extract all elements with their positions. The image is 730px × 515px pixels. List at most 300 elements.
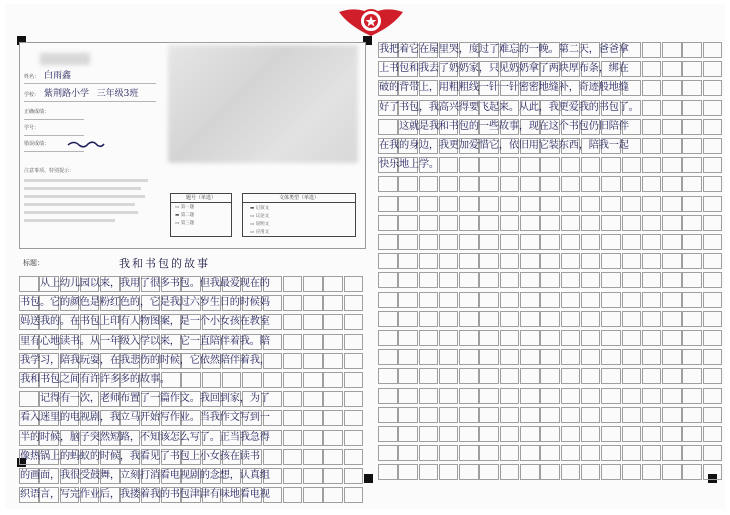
grid-cell — [378, 388, 398, 404]
grid-cell — [500, 388, 520, 404]
grid-cell — [601, 426, 621, 442]
grid-cell — [581, 234, 601, 250]
grid-cell — [581, 253, 601, 269]
grid-cell — [459, 253, 479, 269]
grid-cell — [662, 445, 682, 461]
grid-cell — [378, 215, 398, 231]
topic-option[interactable]: ▭ 第一题 — [175, 205, 195, 210]
grid-cell — [642, 234, 662, 250]
type-box-title: 文体类型（单选） — [243, 194, 355, 203]
grid-cell — [398, 292, 418, 308]
grid-row — [378, 234, 723, 252]
grid-cell — [703, 445, 723, 461]
grid-cell — [703, 426, 723, 442]
grid-row — [19, 353, 364, 371]
grid-cell — [398, 311, 418, 327]
grid-cell — [439, 292, 459, 308]
grid-cell — [378, 253, 398, 269]
grid-cell — [378, 272, 398, 288]
grid-cell — [662, 272, 682, 288]
grid-cell — [398, 349, 418, 365]
grid-cell — [682, 426, 702, 442]
grid-cell — [479, 234, 499, 250]
grid-row — [378, 42, 723, 60]
grid-cell — [398, 388, 418, 404]
grid-cell — [581, 176, 601, 192]
handwritten-line: 记得有一次，老师布置了一篇作文。我回到家，为了 — [20, 393, 270, 405]
grid-cell — [520, 311, 540, 327]
grid-cell — [682, 464, 702, 480]
grid-cell — [520, 253, 540, 269]
grid-cell — [419, 215, 439, 231]
grid-cell — [682, 407, 702, 423]
grid-cell — [459, 215, 479, 231]
grid-cell — [622, 292, 642, 308]
grid-cell — [622, 407, 642, 423]
title-label: 标题： — [23, 259, 44, 267]
grid-cell — [439, 349, 459, 365]
grid-row — [378, 100, 723, 118]
grid-cell — [479, 445, 499, 461]
handwritten-line: 我把着它在屋里哭，度过了难忘的一晚。第二天，爸爸拿 — [379, 44, 629, 55]
grid-cell — [439, 407, 459, 423]
grid-cell — [581, 445, 601, 461]
grid-cell — [581, 196, 601, 212]
name-row — [24, 69, 156, 84]
grid-row — [19, 391, 364, 409]
grid-cell — [500, 253, 520, 269]
grid-row — [378, 272, 723, 290]
handwritten-line: 这就是我和书包的一些故事，现在这个书包仍旧陪伴 — [379, 120, 629, 132]
grid-cell — [622, 349, 642, 365]
grid-cell — [520, 407, 540, 423]
grid-cell — [479, 253, 499, 269]
grid-cell — [439, 176, 459, 192]
grid-cell — [561, 330, 581, 346]
grid-cell — [540, 292, 560, 308]
handwritten-line: 我学习，陪我玩耍，在我悲伤的时候，它依然陪伴着我， — [20, 354, 270, 366]
grid-cell — [500, 196, 520, 212]
grid-cell — [662, 311, 682, 327]
grid-cell — [561, 215, 581, 231]
grid-cell — [662, 349, 682, 365]
grid-cell — [601, 272, 621, 288]
grid-cell — [561, 368, 581, 384]
grid-row — [378, 445, 723, 463]
grid-cell — [662, 234, 682, 250]
grid-cell — [642, 330, 662, 346]
grid-cell — [419, 445, 439, 461]
grid-cell — [398, 176, 418, 192]
number-label: 学号： — [24, 125, 40, 131]
grid-cell — [378, 426, 398, 442]
grid-cell — [581, 349, 601, 365]
grid-cell — [642, 464, 662, 480]
grid-cell — [500, 234, 520, 250]
grid-cell — [398, 196, 418, 212]
grid-cell — [398, 272, 418, 288]
grid-cell — [581, 426, 601, 442]
grid-cell — [601, 292, 621, 308]
type-option[interactable]: ▭ 议论文 — [250, 214, 270, 219]
grid-cell — [500, 349, 520, 365]
grid-cell — [459, 311, 479, 327]
grid-cell — [520, 445, 540, 461]
grid-cell — [459, 349, 479, 365]
grid-cell — [540, 176, 560, 192]
grid-cell — [520, 292, 540, 308]
grid-cell — [459, 330, 479, 346]
grid-cell — [622, 272, 642, 288]
scribble-mark — [66, 139, 106, 149]
grid-cell — [682, 330, 702, 346]
grid-cell — [642, 445, 662, 461]
grid-cell — [642, 253, 662, 269]
grid-cell — [378, 196, 398, 212]
grid-cell — [378, 407, 398, 423]
grid-cell — [703, 407, 723, 423]
grid-cell — [682, 292, 702, 308]
grid-cell — [419, 311, 439, 327]
grid-cell — [662, 368, 682, 384]
handwritten-line: 书包。它的颜色是粉红色的，它是我过六岁生日的时候妈 — [20, 297, 270, 309]
grid-row — [378, 253, 723, 271]
type-option[interactable]: ▭ 说明文 — [250, 222, 270, 227]
instructions-heading: 注意事项、特别提示： — [24, 168, 75, 174]
type-choice-box — [242, 193, 356, 237]
grid-cell — [601, 349, 621, 365]
grid-cell — [419, 176, 439, 192]
grid-cell — [520, 464, 540, 480]
score-label: 正确成绩： — [24, 109, 50, 115]
grid-cell — [459, 445, 479, 461]
essay-sheet — [5, 4, 725, 509]
grid-cell — [540, 253, 560, 269]
redacted-id — [40, 53, 90, 65]
grid-row — [378, 176, 723, 194]
grid-cell — [581, 407, 601, 423]
grid-cell — [601, 445, 621, 461]
grid-cell — [703, 234, 723, 250]
grid-cell — [419, 234, 439, 250]
grid-cell — [479, 464, 499, 480]
left-page — [19, 42, 364, 512]
grid-cell — [439, 215, 459, 231]
grid-cell — [520, 349, 540, 365]
grid-cell — [682, 368, 702, 384]
grid-cell — [703, 464, 723, 480]
grid-cell — [601, 464, 621, 480]
handwritten-line: 看入迷里的电视剧，我立马开始写作业。当我作文写到一 — [20, 412, 270, 424]
grid-cell — [520, 234, 540, 250]
grid-cell — [601, 388, 621, 404]
grid-cell — [459, 426, 479, 442]
grid-row — [378, 157, 723, 175]
grid-cell — [419, 407, 439, 423]
grid-cell — [398, 330, 418, 346]
grid-cell — [581, 464, 601, 480]
type-option[interactable]: ▬ 记叙文 — [250, 206, 270, 211]
school-label: 学校： — [24, 92, 40, 98]
grid-cell — [642, 426, 662, 442]
grid-cell — [622, 445, 642, 461]
grid-cell — [419, 292, 439, 308]
grid-cell — [622, 388, 642, 404]
grid-cell — [662, 176, 682, 192]
grid-cell — [561, 253, 581, 269]
grid-cell — [703, 388, 723, 404]
grid-row — [378, 388, 723, 406]
grid-row — [19, 430, 364, 448]
grid-row — [19, 410, 364, 428]
grid-cell — [703, 292, 723, 308]
grid-cell — [703, 176, 723, 192]
grid-row — [19, 276, 364, 294]
grid-cell — [561, 196, 581, 212]
grid-cell — [479, 196, 499, 212]
grid-row — [378, 61, 723, 79]
grid-cell — [378, 368, 398, 384]
grid-cell — [601, 196, 621, 212]
grid-cell — [540, 426, 560, 442]
grid-cell — [601, 330, 621, 346]
grid-cell — [703, 330, 723, 346]
grid-cell — [500, 464, 520, 480]
grid-row — [378, 407, 723, 425]
grid-row — [19, 334, 364, 352]
grid-cell — [622, 176, 642, 192]
grid-cell — [500, 407, 520, 423]
grid-cell — [459, 292, 479, 308]
grid-cell — [398, 215, 418, 231]
redacted-barcode-area — [168, 45, 358, 163]
handwritten-line: 织语言，写完作业后，我搂着我的书包津津有味地看电视 — [20, 489, 270, 501]
grid-cell — [703, 272, 723, 288]
grid-cell — [540, 234, 560, 250]
grid-cell — [459, 368, 479, 384]
grid-cell — [622, 196, 642, 212]
grid-cell — [642, 349, 662, 365]
type-option[interactable]: ▭ 应用文 — [250, 230, 270, 235]
grid-cell — [500, 445, 520, 461]
grid-cell — [479, 407, 499, 423]
grid-cell — [378, 234, 398, 250]
grid-cell — [682, 234, 702, 250]
name-label: 姓名： — [24, 74, 40, 80]
grid-cell — [439, 311, 459, 327]
school-emblem — [337, 4, 405, 38]
grid-cell — [561, 464, 581, 480]
grid-cell — [378, 311, 398, 327]
grid-row — [378, 330, 723, 348]
grid-row — [19, 295, 364, 313]
grid-cell — [479, 292, 499, 308]
grid-cell — [682, 311, 702, 327]
grid-cell — [459, 196, 479, 212]
grid-cell — [601, 311, 621, 327]
right-page — [378, 42, 723, 512]
instructions — [24, 167, 154, 243]
grid-cell — [682, 388, 702, 404]
grid-cell — [439, 253, 459, 269]
grid-cell — [581, 330, 601, 346]
grid-row — [378, 368, 723, 386]
grid-cell — [398, 253, 418, 269]
grid-row — [378, 119, 723, 137]
handwritten-line: 妈送我的。在书包上印有人物图案，是一个小女孩在教室 — [20, 316, 270, 328]
topic-box-title: 题号（单选） — [171, 194, 231, 203]
grid-cell — [500, 292, 520, 308]
right-writing-grid — [378, 42, 723, 512]
grid-cell — [662, 407, 682, 423]
grid-cell — [662, 215, 682, 231]
grid-cell — [642, 407, 662, 423]
grid-cell — [581, 272, 601, 288]
grid-cell — [561, 407, 581, 423]
grid-cell — [662, 196, 682, 212]
grid-cell — [561, 311, 581, 327]
grid-cell — [662, 253, 682, 269]
grid-cell — [500, 272, 520, 288]
grid-cell — [419, 368, 439, 384]
grid-cell — [398, 445, 418, 461]
grid-cell — [419, 196, 439, 212]
grid-cell — [439, 368, 459, 384]
grid-cell — [419, 388, 439, 404]
grid-cell — [561, 388, 581, 404]
grid-cell — [378, 445, 398, 461]
grid-cell — [601, 253, 621, 269]
grid-cell — [439, 234, 459, 250]
grid-cell — [398, 234, 418, 250]
grid-row — [19, 372, 364, 390]
grid-cell — [703, 253, 723, 269]
number-row — [24, 121, 84, 136]
grid-cell — [500, 368, 520, 384]
grid-cell — [622, 311, 642, 327]
grid-cell — [459, 464, 479, 480]
grid-row — [378, 215, 723, 233]
grid-cell — [419, 349, 439, 365]
grid-cell — [479, 426, 499, 442]
grid-cell — [601, 215, 621, 231]
grid-cell — [540, 464, 560, 480]
grid-cell — [561, 349, 581, 365]
grid-cell — [622, 330, 642, 346]
registration-mark — [364, 474, 373, 483]
grid-cell — [642, 311, 662, 327]
grid-cell — [662, 330, 682, 346]
student-info-box — [19, 42, 366, 249]
grid-cell — [439, 388, 459, 404]
handwritten-line: 里有心地读书。从一年级入学以来，它一直陪伴着我。陪 — [20, 335, 270, 347]
grid-cell — [459, 407, 479, 423]
grid-cell — [642, 368, 662, 384]
topic-option[interactable]: ▬ 第二题 — [175, 213, 195, 218]
grid-cell — [520, 388, 540, 404]
grid-cell — [561, 176, 581, 192]
grid-cell — [540, 388, 560, 404]
grid-row — [378, 464, 723, 482]
grid-cell — [581, 388, 601, 404]
grid-cell — [662, 426, 682, 442]
grid-cell — [581, 292, 601, 308]
grid-cell — [378, 176, 398, 192]
grid-cell — [479, 388, 499, 404]
grid-row — [19, 449, 364, 467]
grid-cell — [622, 464, 642, 480]
grid-cell — [500, 330, 520, 346]
grid-cell — [398, 368, 418, 384]
grid-cell — [520, 426, 540, 442]
grid-cell — [459, 388, 479, 404]
grid-cell — [682, 253, 702, 269]
grid-cell — [561, 234, 581, 250]
grid-cell — [378, 292, 398, 308]
handwritten-line: 半的时候，脑子突然短路，不知该怎么写了。正当我急得 — [20, 431, 270, 443]
grid-cell — [439, 196, 459, 212]
grid-cell — [479, 176, 499, 192]
grid-cell — [540, 368, 560, 384]
grid-row — [378, 196, 723, 214]
grid-cell — [561, 426, 581, 442]
grid-cell — [622, 426, 642, 442]
left-writing-grid — [19, 276, 364, 506]
grid-cell — [540, 215, 560, 231]
grid-cell — [581, 368, 601, 384]
title-row — [19, 254, 364, 274]
essay-title: 我和书包的故事 — [119, 257, 210, 270]
grid-cell — [703, 196, 723, 212]
grid-cell — [540, 349, 560, 365]
grid-cell — [419, 426, 439, 442]
grid-row — [378, 349, 723, 367]
grid-cell — [479, 311, 499, 327]
topic-option[interactable]: ▭ 第三题 — [175, 221, 195, 226]
grid-cell — [622, 368, 642, 384]
grid-cell — [662, 292, 682, 308]
grid-cell — [419, 330, 439, 346]
grid-cell — [601, 176, 621, 192]
handwritten-line: 的画面，我很受鼓舞，立刻打消看电视剧的念想，认真组 — [20, 470, 270, 481]
grid-cell — [540, 445, 560, 461]
grid-cell — [682, 445, 702, 461]
handwritten-line: 破的背带上，用粗粗线一针一针密密地缝补，奇迹般地缝 — [379, 82, 629, 94]
grid-cell — [459, 272, 479, 288]
grid-cell — [419, 253, 439, 269]
grid-cell — [642, 388, 662, 404]
grid-row — [378, 80, 723, 98]
wrong-label: 错误成绩： — [24, 141, 50, 147]
info-fields — [22, 45, 158, 163]
grid-cell — [703, 215, 723, 231]
grid-cell — [439, 426, 459, 442]
grid-cell — [703, 311, 723, 327]
grid-cell — [682, 196, 702, 212]
grid-cell — [622, 234, 642, 250]
grid-cell — [601, 407, 621, 423]
grid-row — [378, 292, 723, 310]
grid-cell — [662, 464, 682, 480]
grid-cell — [500, 176, 520, 192]
grid-cell — [520, 196, 540, 212]
grid-row — [378, 426, 723, 444]
school-row — [24, 87, 156, 102]
grid-cell — [459, 176, 479, 192]
grid-cell — [601, 368, 621, 384]
grid-row — [19, 314, 364, 332]
grid-cell — [642, 196, 662, 212]
